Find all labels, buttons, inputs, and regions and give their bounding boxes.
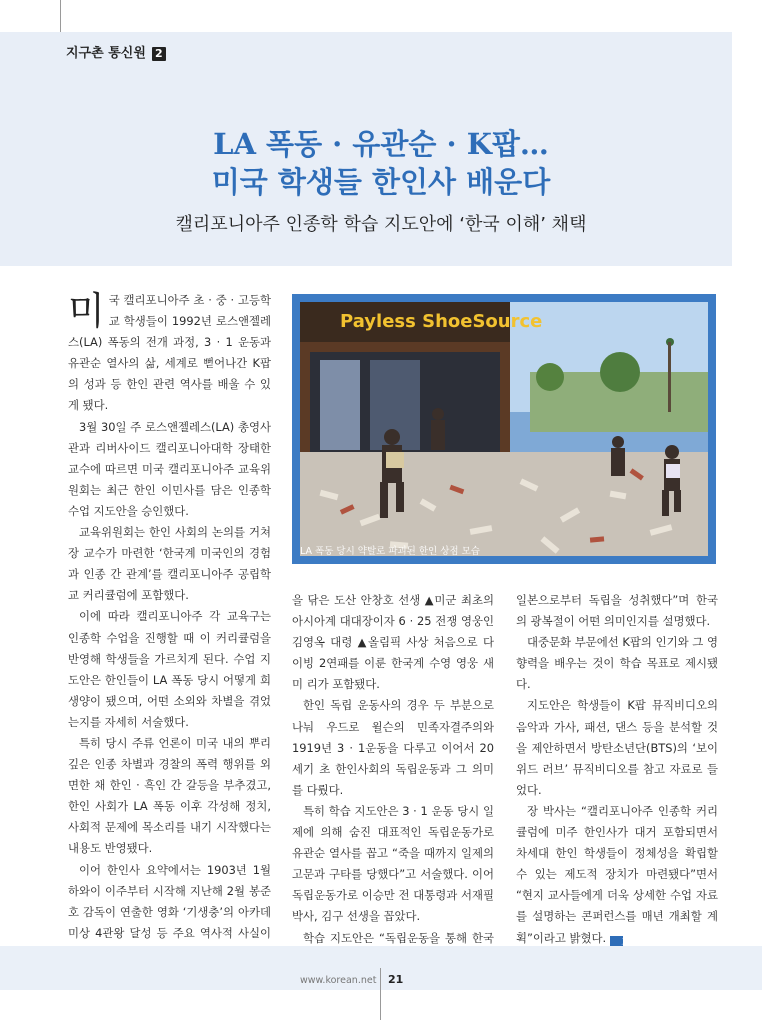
article-column-1: [68, 290, 271, 986]
article-paragraph: 교육위원회는 한인 사회의 논의를 거쳐 장 교수가 마련한 ‘한국계 미국인의 경험과 인종 간 관계’를 캘리포니아주 공립학교 커리큘럼에 포함했다.: [68, 525, 271, 603]
subtitle: 캘리포니아주 인종학 학습 지도안에 ‘한국 이해’ 채택: [175, 214, 587, 235]
photo-caption: LA 폭동 당시 약탈로 파괴된 한인 상점 모습: [300, 546, 480, 557]
riot-scene-illustration: [300, 302, 708, 556]
section-label-text: 지구촌 통신원: [66, 46, 146, 61]
section-number-badge: 2: [152, 47, 166, 61]
article-paragraph: 특히 당시 주류 언론이 미국 내의 뿌리 깊은 인종 차별과 경찰의 폭력 행위를 외면한 채 한인 · 흑인 간 갈등을 부추겼고, 한인 사회가 LA 폭동 이후 각성해 정치, 사회적 문제에 목소리를 내기 시작했다는 내용도 반영됐다.: [68, 735, 271, 856]
article-paragraph: 3월 30일 주 로스앤젤레스(LA) 총영사관과 리버사이드 캘리포니아대학 장태한 교수에 따르면 미국 캘리포니아주 교육위원회는 최근 한인 이민사를 담은 인종학 수업 지도안을 승인했다.: [68, 419, 271, 518]
headline-line-2: 미국 학생들 한인사 배운다: [211, 165, 551, 199]
article-paragraph: 장 박사는 “캘리포니아주 인종학 커리큘럼에 미주 한인사가 대거 포함되면서 차세대 한인 학생들이 정체성을 확립할 수 있는 제도적 장치가 마련됐다”면서 “현지 교사들에게 더욱 상세한 수업 자료를 설명하는 콘퍼런스를 매년 개최할 계획”이라고 밝혔다. 力: [516, 803, 718, 947]
store-sign: Payless ShoeSource: [340, 311, 543, 332]
drop-cap: 미: [68, 289, 105, 333]
article-column-3: [516, 590, 718, 949]
footer-url: www.korean.net: [300, 975, 377, 986]
article-column-2: [292, 590, 494, 970]
headline-line-1: LA 폭동 · 유관순 · K팝…: [213, 127, 549, 161]
footer-divider: [380, 968, 381, 1020]
article-paragraph: 대중문화 부문에선 K팝의 인기와 그 영향력을 배우는 것이 학습 목표로 제시됐다.: [516, 635, 718, 692]
article-paragraph: 이에 따라 캘리포니아주 각 교육구는 인종학 수업을 진행할 때 이 커리큘럼을 반영해 학생들을 가르치게 된다. 수업 지도안은 한인들이 LA 폭동 당시 어떻게 희생양이 됐으며, 어떤 소외와 차별을 겪었는지를 자세히 서술했다.: [68, 609, 271, 729]
article-paragraph: 이어 한인사 요약에서는 1903년 1월 하와이 이주부터 시작해 지난해 2월 봉준호 감독이 연출한 영화 ‘기생충’의 아카데미상 4관왕 달성 등 주요 역사적 사실이: [68, 862, 271, 940]
article-paragraph: 한인 독립 운동사의 경우 두 부분으로 나눠 우드로 윌슨의 민족자결주의와 1919년 3 · 1운동을 다루고 이어서 20세기 초 한인사회의 독립운동과 그 의미를 다뤘다.: [292, 698, 494, 797]
footer-band: [0, 946, 762, 990]
article-paragraph: 을 닦은 도산 안창호 선생 ▲미군 최초의 아시아계 대대장이자 6 · 25 전쟁 영웅인 김영옥 대령 ▲올림픽 사상 처음으로 다이빙 2연패를 이룬 한국계 수영 영웅 새미 리가 포함됐다.: [292, 593, 494, 692]
article-paragraph: 학습 지도안은 “독립운동을 통해 한국: [303, 930, 494, 945]
article-paragraph: 미국 캘리포니아주 초 · 중 · 고등학교 학생들이 1992년 로스앤젤레스(LA) 폭동의 전개 과정, 3 · 1 운동과 유관순 열사의 삶, 세계로 뻗어나간 K팝의 성과 등 한인 관련 역사를 배울 수 있게 됐다.: [68, 289, 271, 413]
top-divider: [60, 0, 61, 36]
end-mark-icon: 力: [610, 936, 623, 949]
page-number: 21: [388, 973, 404, 986]
article-paragraph: 지도안은 학생들이 K팝 뮤직비디오의 음악과 가사, 패션, 댄스 등을 분석할 것을 제안하면서 방탄소년단(BTS)의 ‘보이 위드 러브’ 뮤직비디오를 참고 자료로 들었다.: [516, 698, 718, 797]
section-label: [66, 42, 166, 61]
article-paragraph: 특히 학습 지도안은 3 · 1 운동 당시 일제에 의해 숨진 대표적인 독립운동가로 유관순 열사를 꼽고 “죽을 때까지 일제의 고문과 구타를 당했다”고 서술했다. 이어 독립운동가로 이승만 전 대통령과 서재필 박사, 김구 선생을 꼽았다.: [292, 803, 494, 924]
article-paragraph: 일본으로부터 독립을 성취했다”며 한국의 광복절이 어떤 의미인지를 설명했다.: [516, 593, 718, 629]
article-photo: [292, 294, 716, 564]
